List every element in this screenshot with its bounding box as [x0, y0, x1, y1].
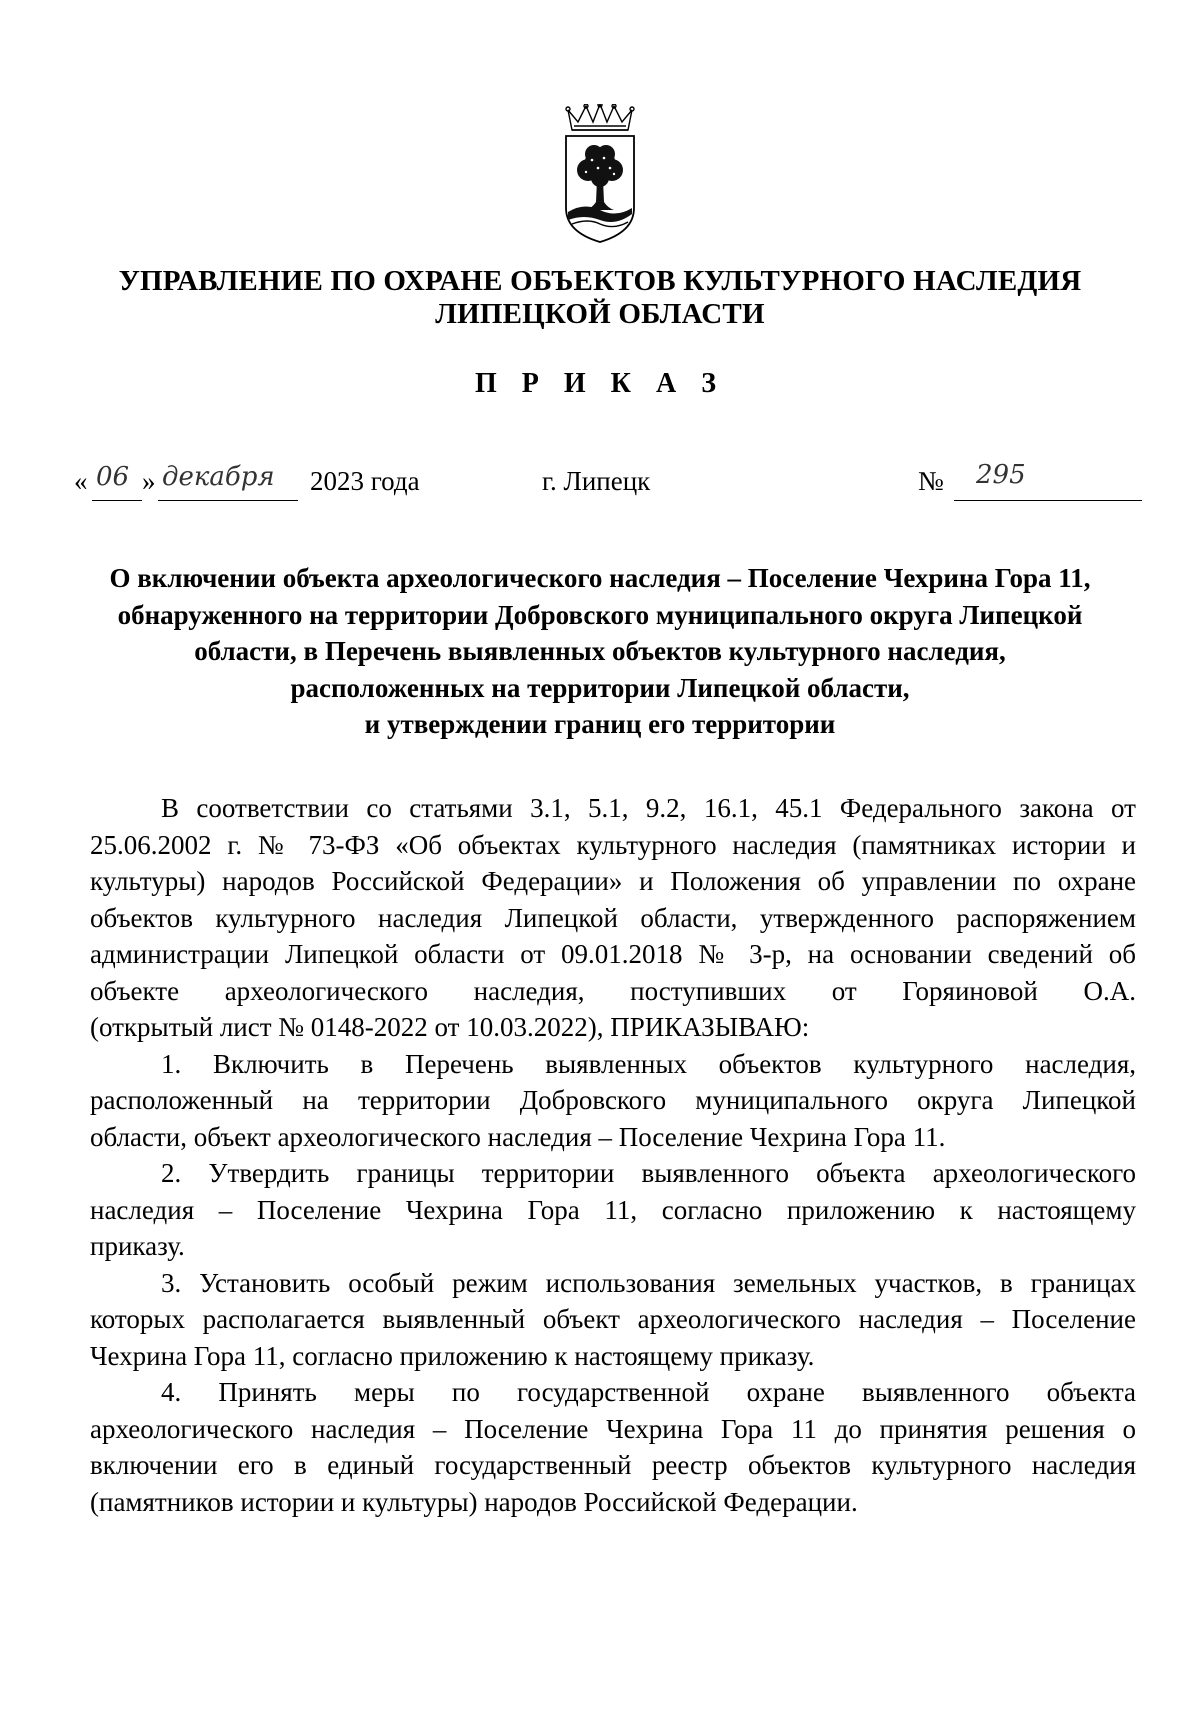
body-line: (памятников истории и культуры) народов Российской Федерации. — [90, 1486, 858, 1517]
number-underline — [954, 500, 1142, 501]
order-item-4 — [90, 1374, 1136, 1520]
agency-name-line2: ЛИПЕЦКОЙ ОБЛАСТИ — [435, 298, 765, 330]
body-line: 4. Принять меры по государственной охране выявленного объекта — [161, 1377, 1136, 1407]
body-line: археологического наследия – Поселение Чехрина Гора 11 до принятия решения о — [90, 1413, 1136, 1444]
body-line: объекте археологического наследия, поступивших от Горяиновой О.А. — [90, 975, 1136, 1006]
subject-line: обнаруженного на территории Добровского муниципального округа Липецкой — [117, 599, 1083, 630]
body-line: 1. Включить в Перечень выявленных объектов культурного наследия, — [161, 1048, 1136, 1079]
order-item-1 — [90, 1046, 1136, 1156]
body-line: Чехрина Гора 11, согласно приложению к настоящему приказу. — [90, 1340, 815, 1371]
document-body — [90, 790, 1136, 1520]
day-underline — [92, 500, 142, 501]
body-line: администрации Липецкой области от 09.01.2018 № 3-р, на основании сведений об — [90, 939, 1136, 969]
body-line: включении его в единый государственный реестр объектов культурного наследия — [90, 1450, 1136, 1480]
agency-name-line1: УПРАВЛЕНИЕ ПО ОХРАНЕ ОБЪЕКТОВ КУЛЬТУРНОГО НАСЛЕДИЯ — [118, 265, 1082, 297]
document-subject — [80, 560, 1120, 743]
body-line: В соответствии со статьями 3.1, 5.1, 9.2, 16.1, 45.1 Федерального закона от — [161, 793, 1136, 823]
body-line: объектов культурного наследия Липецкой области, утвержденного распоряжением — [90, 902, 1136, 933]
city: г. Липецк — [542, 466, 651, 496]
lipetsk-coat-of-arms-icon — [558, 104, 642, 246]
body-line: культуры) народов Российской Федерации» и Положения об управлении по охране — [90, 866, 1136, 896]
number-label: № — [918, 466, 944, 496]
body-line: наследия – Поселение Чехрина Гора 11, согласно приложению к настоящему — [90, 1194, 1136, 1225]
body-line: 25.06.2002 г. № 73-ФЗ «Об объектах культурного наследия (памятниках истории и — [90, 829, 1136, 860]
preamble-paragraph — [90, 790, 1136, 1046]
order-item-3 — [90, 1265, 1136, 1375]
date-month: декабря — [162, 462, 275, 492]
date-open-quote: « — [74, 466, 88, 496]
body-line: которых располагается выявленный объект археологического наследия – Поселение — [90, 1304, 1136, 1334]
body-line: 2. Утвердить границы территории выявленного объекта археологического — [161, 1158, 1136, 1188]
document-number: 295 — [976, 460, 1026, 490]
body-line: области, объект археологического наследия – Поселение Чехрина Гора 11. — [90, 1121, 946, 1152]
month-underline — [158, 500, 298, 501]
subject-line: области, в Перечень выявленных объектов культурного наследия, — [194, 636, 1006, 666]
body-line: расположенный на территории Добровского муниципального округа Липецкой — [90, 1085, 1136, 1115]
date-close-quote: » — [142, 466, 156, 496]
body-line: приказу. — [90, 1231, 185, 1261]
subject-line: и утверждении границ его территории — [364, 709, 836, 739]
dateline — [0, 462, 1200, 512]
date-day: 06 — [96, 462, 130, 492]
document-type-title: П Р И К А З — [475, 368, 725, 399]
subject-line: О включении объекта археологического наследия – Поселение Чехрина Гора 11, — [109, 563, 1091, 593]
body-line: 3. Установить особый режим использования земельных участков, в границах — [161, 1267, 1136, 1298]
body-line: (открытый лист № 0148-2022 от 10.03.2022), ПРИКАЗЫВАЮ: — [90, 1012, 810, 1042]
date-year: 2023 года — [310, 466, 420, 496]
order-item-2 — [90, 1155, 1136, 1265]
subject-line: расположенных на территории Липецкой области, — [290, 672, 910, 703]
